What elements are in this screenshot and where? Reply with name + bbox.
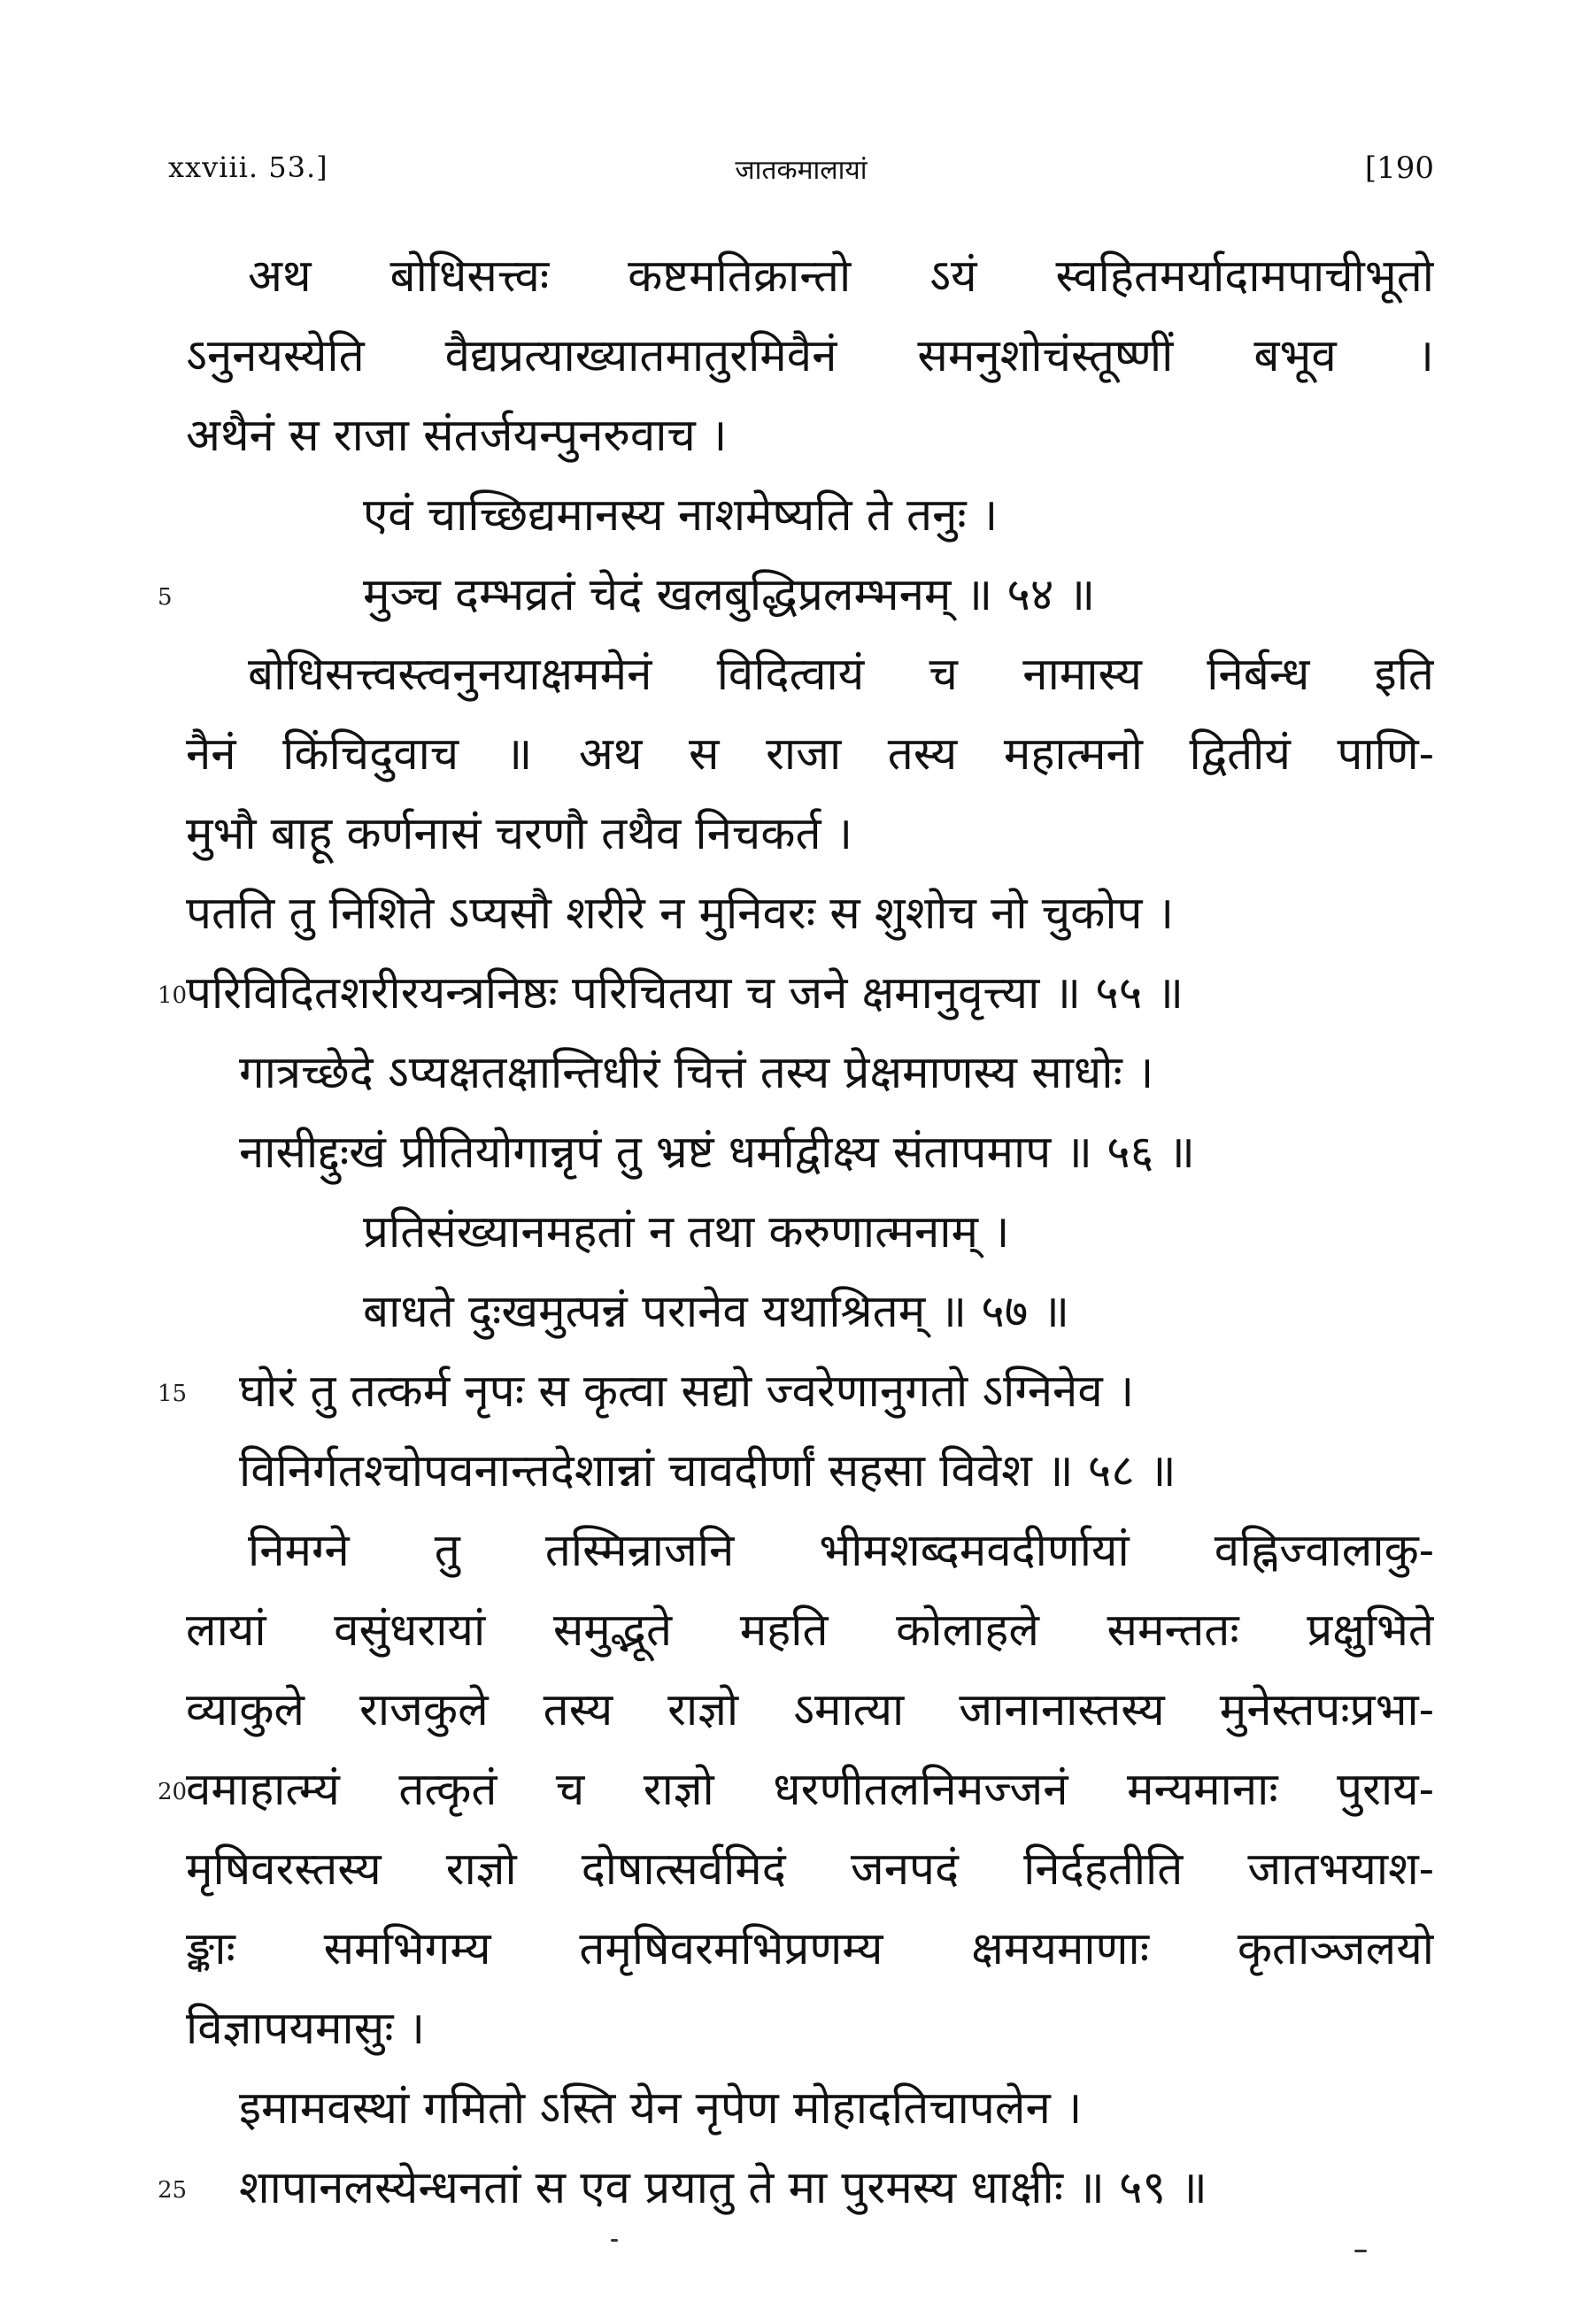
line-text: व्याकुले राजकुले तस्य राज्ञो ऽमात्या जानानास्तस्य मुनेस्तपःप्रभा- <box>186 1684 1434 1736</box>
verse-line <box>186 1113 1434 1193</box>
verse-line <box>186 954 1434 1034</box>
page-header <box>168 150 1434 195</box>
line-number: 20 <box>158 1779 188 1805</box>
footer-mark-dash <box>1354 2250 1367 2252</box>
prose-line <box>186 1512 1434 1591</box>
prose-line <box>186 237 1434 317</box>
line-text: ऽनुनयस्येति वैद्यप्रत्याख्यातमातुरमिवैनं समनुशोचंस्तूष्णीं बभूव । <box>186 330 1434 382</box>
prose-line <box>186 317 1434 396</box>
line-text: मुञ्च दम्भव्रतं चेदं खलबुद्धिप्रलम्भनम् ॥ ५४ ॥ <box>363 569 1096 621</box>
verse-line <box>186 1432 1434 1512</box>
line-text: बोधिसत्त्वस्त्वनुनयाक्षममेनं विदित्वायं च नामास्य निर्बन्ध इति <box>248 649 1434 701</box>
prose-line <box>186 396 1434 476</box>
line-text: एवं चाच्छिद्यमानस्य नाशमेष्यति ते तनुः । <box>363 489 999 542</box>
line-text: मृषिवरस्तस्य राज्ञो दोषात्सर्वमिदं जनपदं निर्दहतीति जातभयाश- <box>186 1843 1434 1896</box>
line-text: नैनं किंचिदुवाच ॥ अथ स राजा तस्य महात्मनो द्वितीयं पाणि- <box>186 728 1434 781</box>
line-text: विनिर्गतश्चोपवनान्तदेशान्नां चावदीर्णां सहसा विवेश ॥ ५८ ॥ <box>239 1445 1176 1497</box>
prose-line <box>186 1671 1434 1751</box>
line-number: 25 <box>158 2177 188 2204</box>
prose-line <box>186 795 1434 874</box>
line-text: वमाहात्म्यं तत्कृतं च राज्ञो धरणीतलनिमज्जनं मन्यमानाः पुराय- <box>186 1764 1434 1816</box>
running-title: जातकमालायां <box>735 155 868 186</box>
line-number: 10 <box>158 982 188 1009</box>
sanskrit-text-body <box>186 237 1434 2228</box>
prose-line <box>186 1989 1434 2069</box>
prose-line <box>186 1830 1434 1910</box>
line-text: नासीद्दुःखं प्रीतियोगान्नृपं तु भ्रष्टं धर्माद्वीक्ष्य संतापमाप ॥ ५६ ॥ <box>239 1127 1195 1179</box>
section-reference: xxviii. 53.] <box>168 150 328 184</box>
line-text: बाधते दुःखमुत्पन्नं परानेव यथाश्रितम् ॥ ५७ ॥ <box>363 1286 1070 1338</box>
footer-mark-dot <box>611 2239 618 2242</box>
line-text: प्रतिसंख्यानमहतां न तथा करुणात्मनाम् । <box>363 1206 1010 1258</box>
prose-line <box>186 715 1434 795</box>
verse-line <box>186 1193 1434 1273</box>
line-text: शापानलस्येन्धनतां स एव प्रयातु ते मा पुरमस्य धाक्षीः ॥ ५९ ॥ <box>239 2162 1207 2214</box>
line-text: ङ्काः समभिगम्य तमृषिवरमभिप्रणम्य क्षमयमाणाः कृताञ्जलयो <box>186 1923 1434 1975</box>
prose-line <box>186 1910 1434 1989</box>
line-text: लायां वसुंधरायां समुद्भूते महति कोलाहले समन्ततः प्रक्षुभिते <box>186 1604 1434 1657</box>
verse-line <box>186 874 1434 954</box>
verse-line <box>186 2069 1434 2149</box>
line-text: परिविदितशरीरयन्त्रनिष्ठः परिचितया च जने क्षमानुवृत्त्या ॥ ५५ ॥ <box>186 967 1184 1020</box>
verse-line <box>186 1034 1434 1113</box>
prose-line <box>186 1591 1434 1671</box>
line-text: गात्रच्छेदे ऽप्यक्षतक्षान्तिधीरं चित्तं तस्य प्रेक्षमाणस्य साधोः । <box>239 1047 1154 1099</box>
prose-line <box>186 635 1434 715</box>
line-text: अथ बोधिसत्त्वः कष्टमतिक्रान्तो ऽयं स्वहितमर्यादामपाचीभूतो <box>248 250 1434 303</box>
line-number: 15 <box>158 1381 188 1407</box>
line-text: मुभौ बाहू कर्णनासं चरणौ तथैव निचकर्त । <box>186 808 853 860</box>
line-text: अथैनं स राजा संतर्जयन्पुनरुवाच । <box>186 410 728 462</box>
page-number: [190 <box>1364 150 1434 186</box>
line-text: विज्ञापयमासुः । <box>186 2003 426 2055</box>
prose-line <box>186 1751 1434 1830</box>
line-text: निमग्ने तु तस्मिन्राजनि भीमशब्दमवदीर्णायां वह्निज्वालाकु- <box>248 1525 1434 1577</box>
verse-line <box>186 1352 1434 1432</box>
line-text: इमामवस्थां गमितो ऽस्ति येन नृपेण मोहादतिचापलेन । <box>239 2082 1083 2135</box>
line-text: घोरं तु तत्कर्म नृपः स कृत्वा सद्यो ज्वरेणानुगतो ऽग्निनेव । <box>239 1366 1135 1418</box>
verse-line <box>186 556 1434 635</box>
verse-line <box>186 1273 1434 1352</box>
verse-line <box>186 2149 1434 2228</box>
verse-line <box>186 476 1434 556</box>
line-text: पतति तु निशिते ऽप्यसौ शरीरे न मुनिवरः स शुशोच नो चुकोप । <box>186 888 1175 940</box>
line-number: 5 <box>158 584 173 611</box>
